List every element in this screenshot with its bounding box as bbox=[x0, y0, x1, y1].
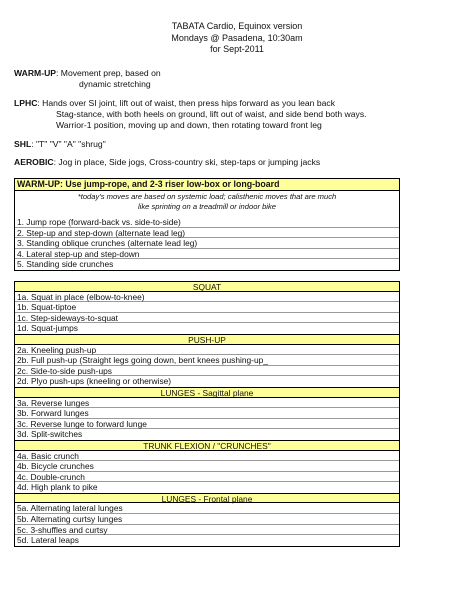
exercise-row: 1c. Step-sideways-to-squat bbox=[15, 313, 399, 324]
exercise-row: 3c. Reverse lunge to forward lunge bbox=[15, 419, 399, 430]
exercise-row: 5c. 3-shuffles and curtsy bbox=[15, 525, 399, 536]
warmup-item: 2. Step-up and step-down (alternate lead leg) bbox=[15, 228, 399, 239]
exercise-row: 2c. Side-to-side push-ups bbox=[15, 366, 399, 377]
warmup-text-2: dynamic stretching bbox=[79, 79, 151, 89]
warmup-box bbox=[14, 178, 400, 271]
exercise-row: 5d. Lateral leaps bbox=[17, 535, 79, 546]
shl-text: : "T" "V" "A" "shrug" bbox=[31, 139, 106, 149]
exercise-row: 4c. Double-crunch bbox=[15, 472, 399, 483]
warmup-item: 3. Standing oblique crunches (alternate lead leg) bbox=[15, 238, 399, 249]
aerobic-text: : Jog in place, Side jogs, Cross-country ski, step-taps or jumping jacks bbox=[53, 157, 321, 167]
lphc-line-3: Warrior-1 position, moving up and down, then rotating toward front leg bbox=[56, 120, 322, 130]
aerobic-label: AEROBIC bbox=[14, 157, 54, 167]
warmup-item: 4. Lateral step-up and step-down bbox=[15, 249, 399, 260]
lphc-line-1 bbox=[14, 98, 335, 109]
warmup-note-1: *today's moves are based on systemic load; calisthenic moves that are much bbox=[77, 192, 337, 201]
exercise-row: 1a. Squat in place (elbow-to-knee) bbox=[15, 292, 399, 303]
section-header-squat: SQUAT bbox=[15, 281, 399, 292]
warmup-item: 1. Jump rope (forward-back vs. side-to-side) bbox=[15, 217, 399, 228]
exercise-row: 5a. Alternating lateral lunges bbox=[15, 503, 399, 514]
shl-label: SHL bbox=[14, 139, 32, 149]
lphc-text: : Hands over SI joint, lift out of waist, then press hips forward as you lean back bbox=[37, 98, 335, 108]
exercise-row: 4b. Bicycle crunches bbox=[15, 461, 399, 472]
warmup-item: 5. Standing side crunches bbox=[17, 259, 114, 270]
warmup-text: : Movement prep, based on bbox=[56, 68, 161, 78]
warmup-label: WARM-UP bbox=[14, 68, 57, 78]
exercise-row: 1d. Squat-jumps bbox=[17, 323, 78, 334]
exercise-row: 4d. High plank to pike bbox=[17, 482, 98, 493]
exercise-table bbox=[14, 281, 400, 547]
exercise-row: 2b. Full push-up (Straight legs going down, bent knees pushing-up_ bbox=[15, 355, 399, 366]
exercise-row: 1b. Squat-tiptoe bbox=[15, 302, 399, 313]
exercise-row: 2a. Kneeling push-up bbox=[15, 345, 399, 356]
doc-date: for Sept-2011 bbox=[210, 44, 264, 54]
section-header-lunges-frontal: LUNGES - Frontal plane bbox=[15, 493, 399, 504]
exercise-row: 5b. Alternating curtsy lunges bbox=[15, 514, 399, 525]
shl-line bbox=[14, 139, 106, 150]
section-header-lunges-sagittal: LUNGES - Sagittal plane bbox=[15, 387, 399, 398]
exercise-row: 3b. Forward lunges bbox=[15, 408, 399, 419]
lphc-line-2: Stag-stance, with both heels on ground, lift out of waist, and side bend both ways. bbox=[56, 109, 367, 119]
lphc-label: LPHC bbox=[14, 98, 38, 108]
warmup-note-2: like sprinting on a treadmill or indoor bike bbox=[137, 201, 277, 211]
warmup-box-title: WARM-UP: Use jump-rope, and 2-3 riser low-box or long-board bbox=[15, 179, 399, 191]
exercise-row: 3a. Reverse lunges bbox=[15, 398, 399, 409]
exercise-row: 4a. Basic crunch bbox=[15, 451, 399, 462]
aerobic-line bbox=[14, 157, 320, 168]
warmup-intro bbox=[14, 68, 161, 79]
section-header-trunk-flexion: TRUNK FLEXION / "CRUNCHES" bbox=[15, 440, 399, 451]
section-header-pushup: PUSH-UP bbox=[15, 334, 399, 345]
doc-title: TABATA Cardio, Equinox version bbox=[171, 21, 303, 31]
exercise-row: 3d. Split-switches bbox=[17, 429, 83, 440]
doc-subtitle: Mondays @ Pasadena, 10:30am bbox=[171, 33, 303, 43]
exercise-row: 2d. Plyo push-ups (kneeling or otherwise) bbox=[17, 376, 172, 387]
